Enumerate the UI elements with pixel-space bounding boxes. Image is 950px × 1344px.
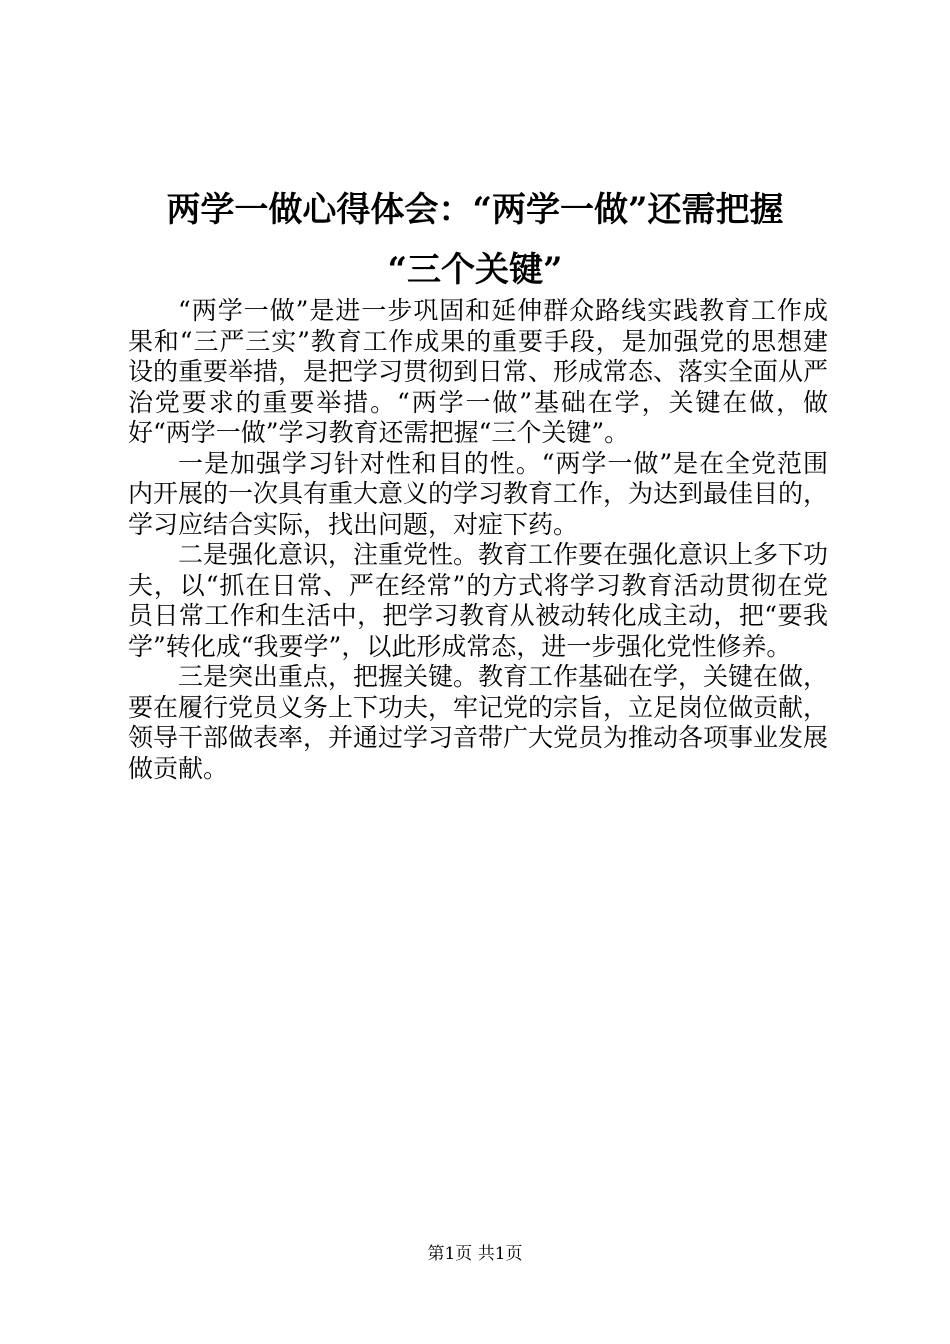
document-body [128,296,828,784]
paragraph-key-1: 一是加强学习针对性和目的性。“两学一做”是在全党范围内开展的一次具有重大意义的学习教育工作，为达到最佳目的，学习应结合实际，找出问题，对症下药。 [128,448,829,539]
paragraph-key-2: 二是强化意识，注重党性。教育工作要在强化意识上多下功夫，以“抓在日常、严在经常”的方式将学习教育活动贯彻在党员日常工作和生活中，把学习教育从被动转化成主动，把“要我学”转化成“我要学”，以此形成常态，进一步强化党性修养。 [128,540,829,661]
paragraph-intro: “两学一做”是进一步巩固和延伸群众路线实践教育工作成果和“三严三实”教育工作成果的重要手段，是加强党的思想建设的重要举措，是把学习贯彻到日常、形成常态、落实全面从严治党要求的重要举措。“两学一做”基础在学，关键在做，做好“两学一做”学习教育还需把握“三个关键”。 [128,296,829,447]
page-footer: 第1页 共1页 [427,1244,523,1264]
paragraph-key-3: 三是突出重点，把握关键。教育工作基础在学，关键在做，要在履行党员义务上下功夫，牢记党的宗旨，立足岗位做贡献，领导干部做表率，并通过学习音带广大党员为推动各项事业发展做贡献。 [128,662,829,783]
document-title-line-1: 两学一做心得体会：“两学一做”还需把握 [166,190,784,230]
document-title-line-2: “三个关键” [387,250,563,290]
